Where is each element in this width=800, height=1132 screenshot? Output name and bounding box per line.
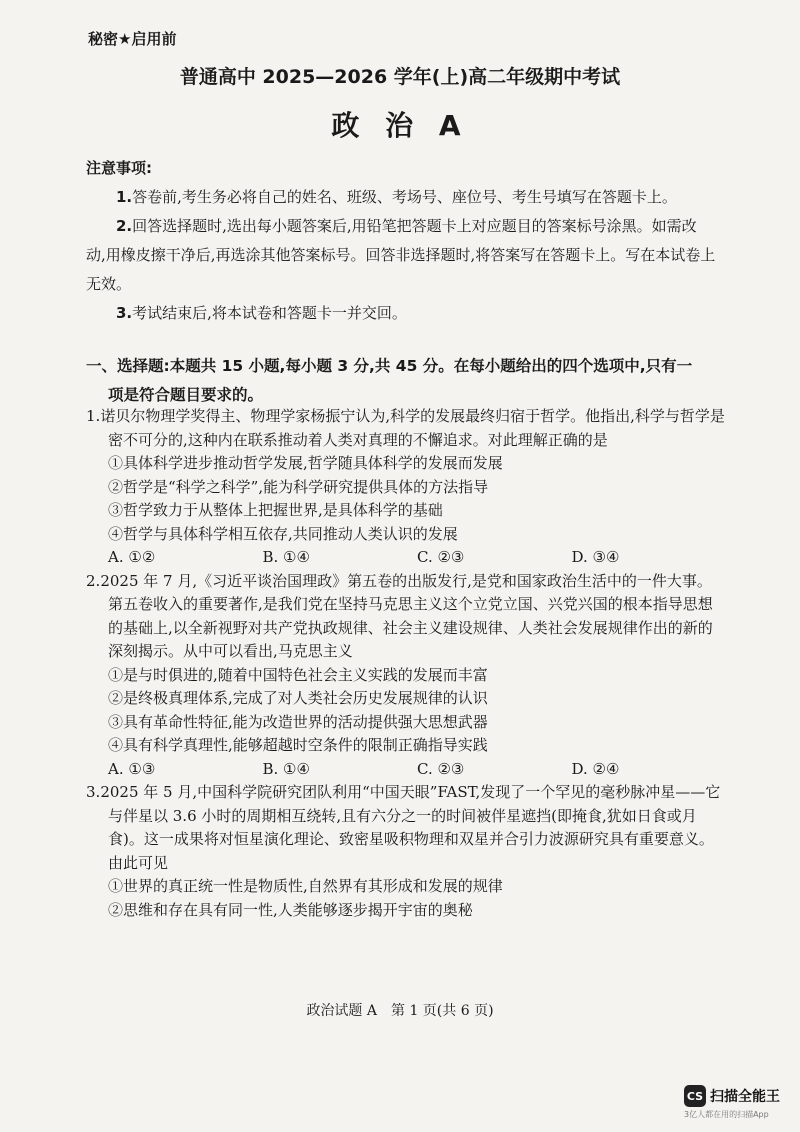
notice-title: 注意事项: [86, 159, 152, 177]
option-c: C. ②③ [417, 759, 465, 778]
option-a: A. ①② [108, 548, 156, 566]
question-stem: 诺贝尔物理学奖得主、物理学家杨振宁认为,科学的发展最终归宿于哲学。他指出,科学与哲学是密不可分的,这种内在联系推动着人类对真理的不懈追求。对此理解正确的是 [100, 407, 725, 449]
question-3: 3.2025 年 5 月,中国科学院研究团队利用“中国天眼”FAST,发现了一个罕见的毫秒脉冲星——它与伴星以 3.6 小时的周期相互绕转,且有六分之一的时间被伴星遮挡(即掩食,犹如日食或月食)。这一成果将对恒星演化理论、致密星吸积物理和双星并合引力波源研究具有重要意义。由此可见 ①世界的真正统一性是物质性,自然界有其形成和发展的规律 ②思维和存在具有同一性,人类能够逐步揭开宇宙的奥秘 [86, 781, 726, 922]
exam-title: 普通高中 2025—2026 学年(上)高二年级期中考试 [179, 66, 621, 88]
statement-item: ①具体科学进步推动哲学发展,哲学随具体科学的发展而发展 [108, 454, 503, 472]
statement-item: ①世界的真正统一性是物质性,自然界有其形成和发展的规律 [108, 877, 503, 895]
option-b: B. ①④ [262, 548, 310, 566]
question-list [86, 405, 726, 922]
answer-options [86, 758, 726, 782]
subject-title: 政 治 A [331, 109, 469, 142]
question-2: 2.2025 年 7 月,《习近平谈治国理政》第五卷的出版发行,是党和国家政治生活中的一件大事。第五卷收入的重要著作,是我们党在坚持马克思主义这个立党立国、兴党兴国的根本指导思想的基础上,以全新视野对共产党执政规律、社会主义建设规律、人类社会发展规律作出的新的深刻揭示。从中可以看出,马克思主义 ①是与时俱进的,随着中国特色社会主义实践的发展而丰富 ②是终极真理体系,完成了对人类社会历史发展规律的认识 ③具有革命性特征,能为改造世界的活动提供强大思想武器 ④具有科学真理性,能够超越时空条件的限制正确指导实践 A. ①③ B. ①④ C. ②③ D. ②④ [86, 570, 726, 782]
answer-options [86, 546, 726, 570]
notice-item: 1.答卷前,考生务必将自己的姓名、班级、考场号、座位号、考生号填写在答题卡上。 [116, 188, 677, 206]
scanner-watermark [684, 1085, 780, 1107]
statement-item: ③具有革命性特征,能为改造世界的活动提供强大思想武器 [108, 712, 488, 731]
option-b: B. ①④ [262, 759, 310, 778]
notice-item: 2.回答选择题时,选出每小题答案后,用铅笔把答题卡上对应题目的答案标号涂黑。如需改动,用橡皮擦干净后,再选涂其他答案标号。回答非选择题时,将答案写在答题卡上。写在本试卷上无效。 [86, 217, 716, 293]
option-a: A. ①③ [108, 759, 156, 778]
option-d: D. ②④ [571, 759, 620, 778]
watermark-name: 扫描全能王 [710, 1089, 780, 1105]
statement-item: ②哲学是“科学之科学”,能为科学研究提供具体的方法指导 [108, 477, 489, 496]
section-heading: 一、选择题:本题共 15 小题,每小题 3 分,共 45 分。在每小题给出的四个选项中,只有一 项是符合题目要求的。 [86, 357, 693, 404]
question-1: 1.诺贝尔物理学奖得主、物理学家杨振宁认为,科学的发展最终归宿于哲学。他指出,科学与哲学是密不可分的,这种内在联系推动着人类对真理的不懈追求。对此理解正确的是 ①具体科学进步推动哲学发展,哲学随具体科学的发展而发展 ②哲学是“科学之科学”,能为科学研究提供具体的方法指导 ③哲学致力于从整体上把握世界,是具体科学的基础 ④哲学与具体科学相互依存,共同推动人类认识的发展 A. ①② B. ①④ C. ②③ D. ③④ [86, 405, 726, 570]
notice-list [86, 183, 716, 328]
statement-item: ④具有科学真理性,能够超越时空条件的限制正确指导实践 [108, 736, 488, 754]
secret-label: 秘密★启用前 [88, 30, 177, 48]
statement-item: ①是与时俱进的,随着中国特色社会主义实践的发展而丰富 [108, 665, 488, 684]
page-footer: 政治试题 A 第 1 页(共 6 页) [306, 1003, 494, 1019]
option-d: D. ③④ [571, 548, 620, 566]
notice-item: 3.考试结束后,将本试卷和答题卡一并交回。 [116, 304, 407, 322]
question-stem: 2025 年 5 月,中国科学院研究团队利用“中国天眼”FAST,发现了一个罕见的毫秒脉冲星——它与伴星以 3.6 小时的周期相互绕转,且有六分之一的时间被伴星遮挡(即掩食,犹如日食或月食)。这一成果将对恒星演化理论、致密星吸积物理和双星并合引力波源研究具有重要意义。由此可见 [100, 783, 721, 872]
question-stem: 2025 年 7 月,《习近平谈治国理政》第五卷的出版发行,是党和国家政治生活中的一件大事。第五卷收入的重要著作,是我们党在坚持马克思主义这个立党立国、兴党兴国的根本指导思想的基础上,以全新视野对共产党执政规律、社会主义建设规律、人类社会发展规律作出的新的深刻揭示。从中可以看出,马克思主义 [100, 571, 713, 660]
statement-item: ②思维和存在具有同一性,人类能够逐步揭开宇宙的奥秘 [108, 900, 473, 919]
statement-item: ③哲学致力于从整体上把握世界,是具体科学的基础 [108, 501, 443, 519]
statement-item: ②是终极真理体系,完成了对人类社会历史发展规律的认识 [108, 689, 488, 707]
cs-logo-icon: CS [684, 1085, 706, 1107]
watermark-tagline: 3亿人都在用的扫描App [684, 1110, 769, 1119]
option-c: C. ②③ [417, 548, 465, 566]
statement-item: ④哲学与具体科学相互依存,共同推动人类认识的发展 [108, 524, 458, 543]
